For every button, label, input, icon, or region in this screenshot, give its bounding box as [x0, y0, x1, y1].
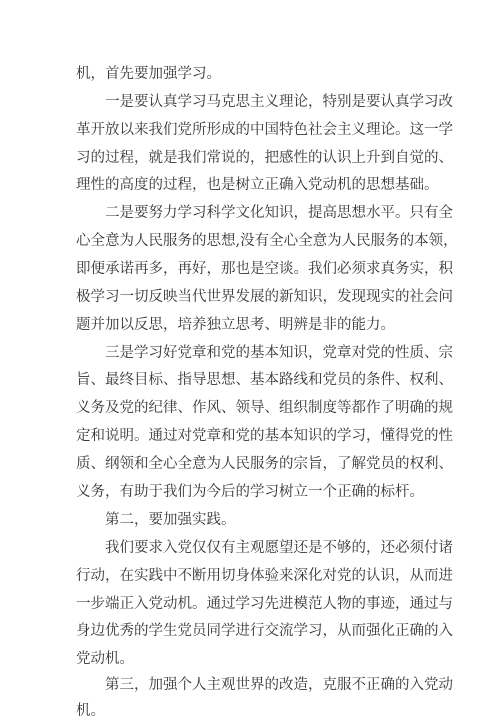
text-line: 身边优秀的学生党员同学进行交流学习，从而强化正确的入: [76, 623, 453, 639]
text-line: 质、纲领和全心全意为人民服务的宗旨，了解党员的权利、: [76, 456, 453, 472]
text-line: 机，首先要加强学习。: [76, 66, 221, 82]
text-line: 定和说明。通过对党章和党的基本知识的学习，懂得党的性: [76, 428, 453, 444]
text-line: 极学习一切反映当代世界发展的新知识，发现现实的社会问: [76, 289, 453, 305]
text-line: 行动，在实践中不断用切身体验来深化对党的认识，从而进: [76, 568, 453, 584]
text-line: 义务，有助于我们为今后的学习树立一个正确的标杆。: [76, 484, 424, 500]
text-line: 第二，要加强实践。: [105, 512, 236, 528]
text-line: 机。: [76, 703, 105, 719]
text-line: 党动机。: [76, 651, 134, 667]
text-line: 一步端正入党动机。通过学习先进模范人物的事迹，通过与: [76, 596, 453, 612]
text-line: 题并加以反思，培养独立思考、明辨是非的能力。: [76, 317, 395, 333]
text-line: 旨、最终目标、指导思想、基本路线和党员的条件、权利、: [76, 372, 453, 388]
text-line: 义务及党的纪律、作风、领导、组织制度等都作了明确的规: [76, 400, 453, 416]
text-line: 三是学习好党章和党的基本知识，党章对党的性质、宗: [105, 345, 453, 361]
text-line: 即便承诺再多，再好，那也是空谈。我们必须求真务实，积: [76, 261, 453, 277]
text-line: 一是要认真学习马克思主义理论，特别是要认真学习改: [105, 94, 453, 110]
text-line: 革开放以来我们党所形成的中国特色社会主义理论。这一学: [76, 122, 453, 138]
text-line: 我们要求入党仅仅有主观愿望还是不够的，还必须付诸: [105, 540, 453, 556]
text-line: 二是要努力学习科学文化知识，提高思想水平。只有全: [105, 205, 453, 221]
text-line: 理性的高度的过程，也是树立正确入党动机的思想基础。: [76, 177, 439, 193]
text-line: 心全意为人民服务的思想,没有全心全意为人民服务的本领，: [76, 233, 458, 249]
text-line: 习的过程，就是我们常说的，把感性的认识上升到自觉的、: [76, 150, 453, 166]
text-line: 第三，加强个人主观世界的改造，克服不正确的入党动: [105, 677, 453, 693]
